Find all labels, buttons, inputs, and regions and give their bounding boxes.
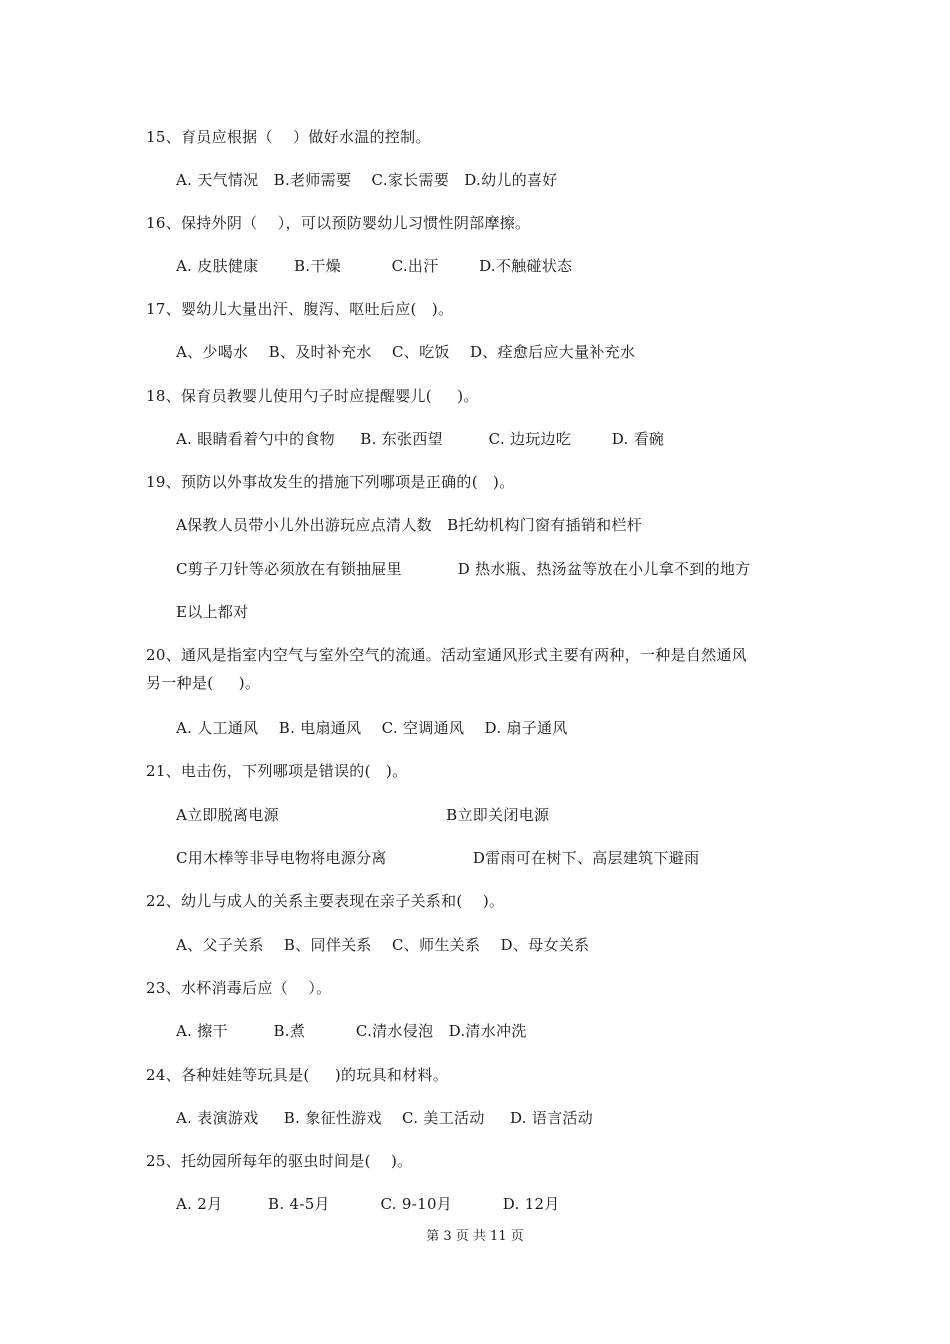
- question-17-options: A、少喝水 B、及时补充水 C、吃饭 D、痊愈后应大量补充水: [176, 343, 636, 361]
- question-22: 22、幼儿与成人的关系主要表现在亲子关系和( )。: [146, 892, 505, 910]
- question-21: 21、电击伤，下列哪项是错误的( )。: [146, 762, 408, 780]
- question-19-option-e: E以上都对: [176, 603, 249, 621]
- page-footer: 第 3 页 共 11 页: [426, 1229, 524, 1244]
- question-23: 23、水杯消毒后应（ ）。: [146, 979, 332, 997]
- question-21-options-ab: A立即脱离电源 B立即关闭电源: [176, 806, 550, 824]
- question-25-options: A. 2月 B. 4-5月 C. 9-10月 D. 12月: [176, 1195, 560, 1213]
- question-24: 24、各种娃娃等玩具是( )的玩具和材料。: [146, 1066, 449, 1084]
- question-19: 19、预防以外事故发生的措施下列哪项是正确的( )。: [146, 473, 515, 491]
- question-15: 15、育员应根据（ ）做好水温的控制。: [146, 128, 431, 146]
- question-16-options: A. 皮肤健康 B.干燥 C.出汗 D.不触碰状态: [176, 257, 573, 275]
- question-20-options: A. 人工通风 B. 电扇通风 C. 空调通风 D. 扇子通风: [176, 719, 568, 737]
- question-20: 20、通风是指室内空气与室外空气的流通。活动室通风形式主要有两种，一种是自然通风: [146, 646, 748, 664]
- question-19-options-cd: C剪子刀针等必须放在有锁抽屉里 D 热水瓶、热汤盆等放在小儿拿不到的地方: [176, 560, 751, 578]
- question-15-options: A. 天气情况 B.老师需要 C.家长需要 D.幼儿的喜好: [176, 171, 558, 189]
- question-25: 25、托幼园所每年的驱虫时间是( )。: [146, 1152, 413, 1170]
- question-23-options: A. 擦干 B.煮 C.清水侵泡 D.清水冲洗: [176, 1022, 527, 1040]
- question-24-options: A. 表演游戏 B. 象征性游戏 C. 美工活动 D. 语言活动: [176, 1109, 594, 1127]
- question-17: 17、婴幼儿大量出汗、腹泻、呕吐后应( )。: [146, 300, 454, 318]
- question-20-continued: 另一种是( )。: [146, 674, 261, 692]
- question-18: 18、保育员教婴儿使用勺子时应提醒婴儿( )。: [146, 387, 479, 405]
- question-22-options: A、父子关系 B、同伴关系 C、师生关系 D、母女关系: [176, 936, 590, 954]
- question-16: 16、保持外阴（ ），可以预防婴幼儿习惯性阴部摩擦。: [146, 214, 531, 232]
- question-19-options-ab: A保教人员带小儿外出游玩应点清人数 B托幼机构门窗有插销和栏杆: [176, 516, 643, 534]
- question-18-options: A. 眼睛看着勺中的食物 B. 东张西望 C. 边玩边吃 D. 看碗: [176, 430, 665, 448]
- question-21-options-cd: C用木棒等非导电物将电源分离 D雷雨可在树下、高层建筑下避雨: [176, 849, 700, 867]
